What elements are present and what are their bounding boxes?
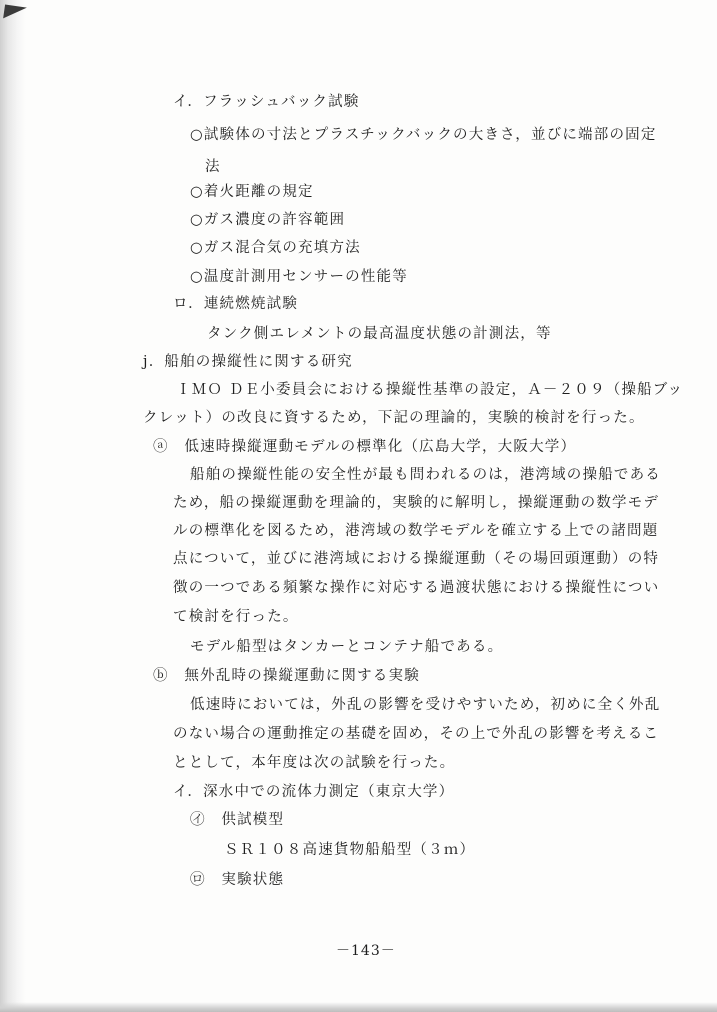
paragraph-b-line3: ととして，本年度は次の試験を行った。	[173, 755, 456, 771]
list-item-sensor: ○温度計測用センサーの性能等	[190, 269, 408, 285]
item-test-condition: ㋺ 実験状態	[190, 872, 285, 888]
subheading-b: ⓑ 無外乱時の操縦運動に関する実験	[153, 668, 420, 684]
section-heading-maneuverability: j．船舶の操縦性に関する研究	[143, 354, 353, 370]
paragraph-a-line6: て検討を行った。	[173, 609, 299, 625]
paragraph-a-line4: 点について，並びに港湾域における操縦運動（その場回頭運動）の特	[173, 551, 660, 567]
paragraph-a-line5: 徴の一つである頻繁な操作に対応する過渡状態における操縦性につい	[173, 580, 660, 596]
page-number: －143－	[336, 943, 396, 959]
paragraph-a-line3: ルの標準化を図るため，港湾域の数学モデルを確立する上での諸問題	[173, 523, 659, 539]
paragraph-tank-element: タンク側エレメントの最高温度状態の計測法，等	[207, 326, 552, 342]
paragraph-imo-line2: クレット）の改良に資するため，下記の理論的，実験的検討を行った。	[143, 410, 645, 426]
list-item-gas-fill: ○ガス混合気の充填方法	[190, 240, 361, 256]
heading-deep-water: イ．深水中での流体力測定（東京大学）	[173, 784, 455, 800]
list-item-ignition: ○着火距離の規定	[190, 184, 314, 200]
subheading-a: ⓐ 低速時操縦運動モデルの標準化（広島大学，大阪大学）	[153, 439, 577, 455]
paragraph-a-line2: ため，船の操縦運動を理論的，実験的に解明し，操縦運動の数学モデ	[173, 495, 660, 511]
list-item-continuation: 法	[205, 159, 221, 175]
scan-corner-mark	[3, 5, 27, 22]
list-item-specimen-size: ○試験体の寸法とプラスチックバックの大きさ，並びに端部の固定	[190, 127, 657, 143]
scan-edge-shadow	[0, 0, 26, 1012]
paragraph-a-line1: 船舶の操縦性能の安全性が最も問われるのは，港湾域の操船である	[190, 467, 661, 483]
heading-flashback-test: イ．フラッシュバック試験	[173, 94, 360, 110]
item-test-model: ㋑ 供試模型	[190, 812, 285, 828]
paragraph-b-line2: のない場合の運動推定の基礎を固め，その上で外乱の影響を考えるこ	[173, 726, 660, 742]
item-sr108: ＳＲ１０８高速貨物船船型（３ｍ）	[224, 842, 476, 858]
list-item-gas-conc: ○ガス濃度の許容範囲	[190, 212, 346, 228]
paragraph-b-line1: 低速時においては，外乱の影響を受けやすいため，初めに全く外乱	[190, 697, 661, 713]
scan-bottom-shadow	[0, 1002, 717, 1012]
paragraph-imo-line1: ＩＭＯ ＤＥ小委員会における操縦性基準の設定，Ａ－２０９（操船ブッ	[176, 382, 684, 398]
paragraph-model-ships: モデル船型はタンカーとコンテナ船である。	[190, 639, 504, 655]
heading-continuous-burn: ロ．連続燃焼試験	[173, 296, 299, 312]
